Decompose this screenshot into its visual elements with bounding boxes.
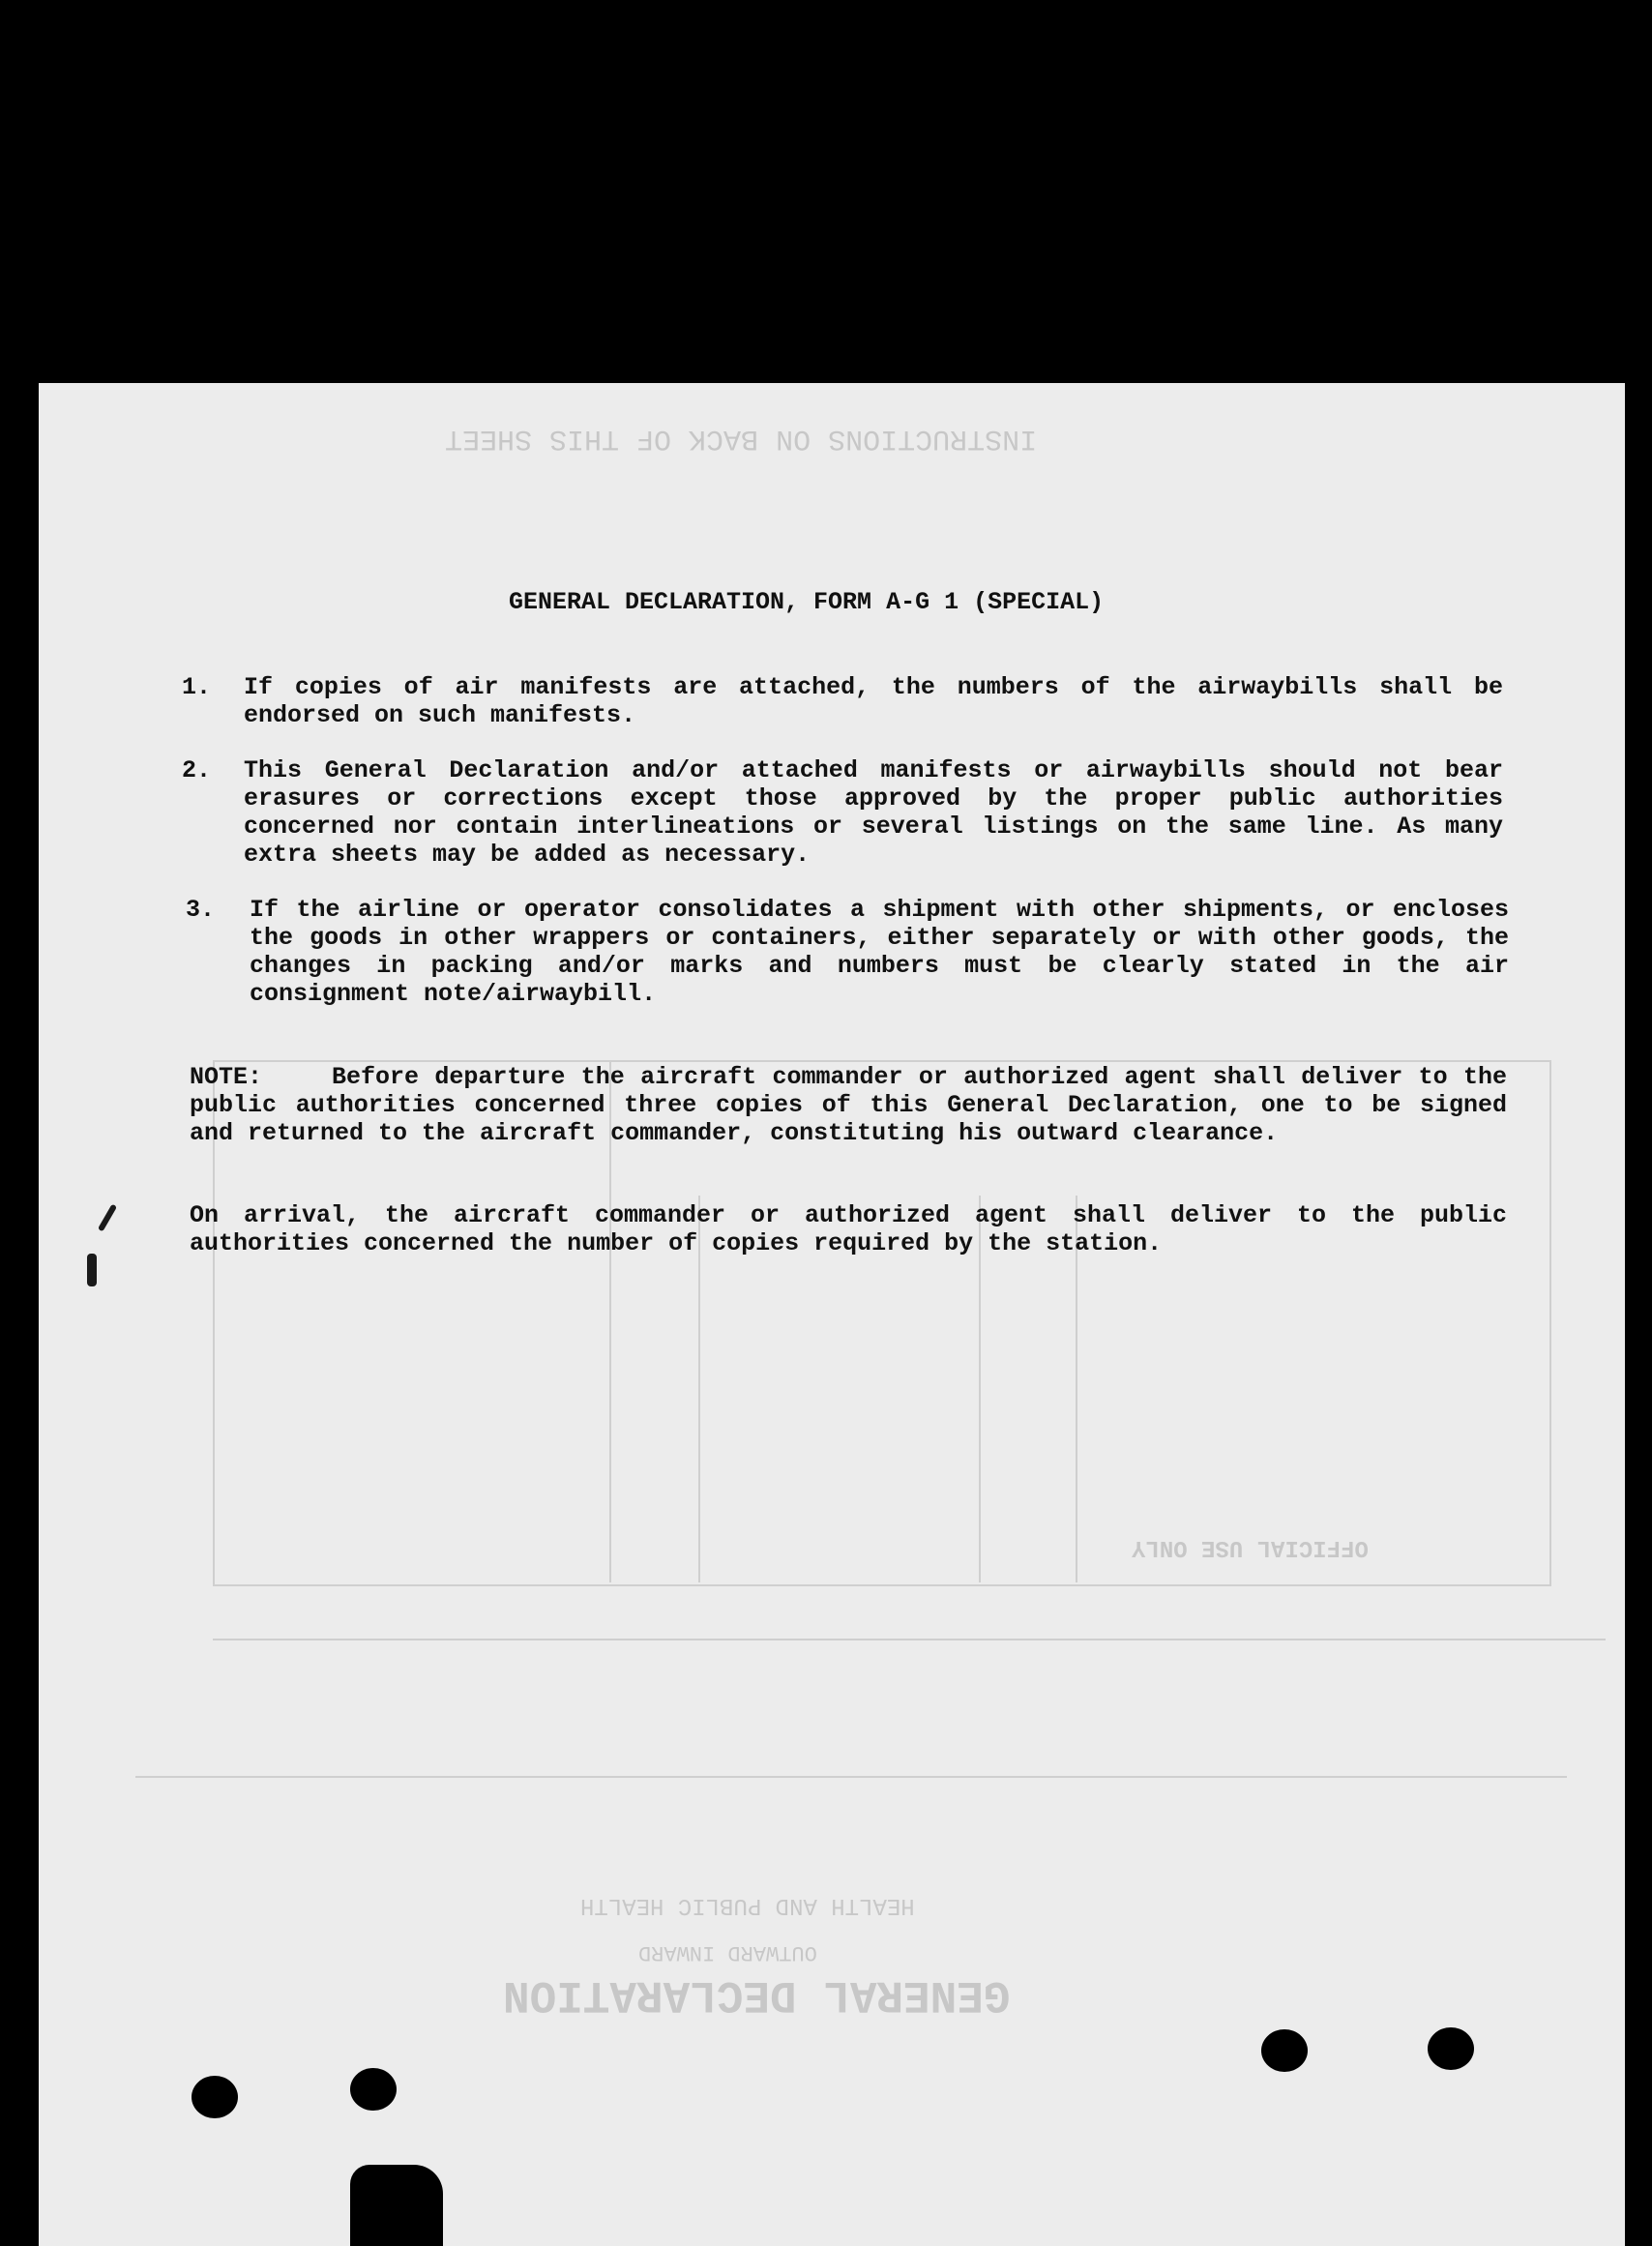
- punch-hole: [350, 2068, 397, 2111]
- bleed-through-official: OFFICIAL USE ONLY: [1132, 1534, 1369, 1560]
- bleed-through-health: HEALTH AND PUBLIC HEALTH: [580, 1892, 915, 1918]
- punch-hole: [192, 2076, 238, 2118]
- document-title: GENERAL DECLARATION, FORM A-G 1 (SPECIAL): [509, 588, 1105, 616]
- bleed-through-header: INSTRUCTIONS ON BACK OF THIS SHEET: [445, 422, 1038, 455]
- bleed-through-rule: [213, 1639, 1606, 1640]
- item-number: 3.: [186, 896, 216, 924]
- bleed-through-title: GENERAL DECLARATION: [503, 1969, 1011, 2020]
- arrival-paragraph: On arrival, the aircraft commander or authorized agent shall deliver to the public authorities concerned the number of copies required by the station.: [190, 1201, 1507, 1257]
- bleed-through-outward: OUTWARD INWARD: [638, 1940, 817, 1965]
- torn-corner: [350, 2165, 443, 2246]
- note-paragraph: [190, 1063, 1507, 1147]
- item-number: 2.: [182, 756, 212, 784]
- note-text: Before departure the aircraft commander or authorized agent shall deliver to the public authorities concerned three copies of this General Declaration, one to be signed and returned to the aircraft commander, constituting his outward clearance.: [190, 1063, 1507, 1147]
- ink-mark: [87, 1254, 97, 1286]
- item-text: This General Declaration and/or attached manifests or airwaybills should not bear erasures or corrections except those approved by the proper public authorities concerned nor contain interlineations or several listings on the same line. As many extra sheets may be added as necessary.: [244, 756, 1503, 869]
- ink-mark: [98, 1204, 117, 1232]
- item-text: If copies of air manifests are attached, the numbers of the airwaybills shall be endorsed on such manifests.: [244, 673, 1503, 729]
- bleed-through-rule: [135, 1776, 1567, 1778]
- punch-hole: [1428, 2027, 1474, 2070]
- note-label: NOTE:: [190, 1063, 263, 1091]
- item-number: 1.: [182, 673, 212, 701]
- item-text: If the airline or operator consolidates a shipment with other shipments, or encloses the goods in other wrappers or containers, either separately or with other goods, the changes in packing and/or marks and numbers must be clearly stated in the air consignment note/airwaybill.: [250, 896, 1509, 1008]
- punch-hole: [1261, 2029, 1308, 2072]
- document-page: [39, 383, 1625, 2246]
